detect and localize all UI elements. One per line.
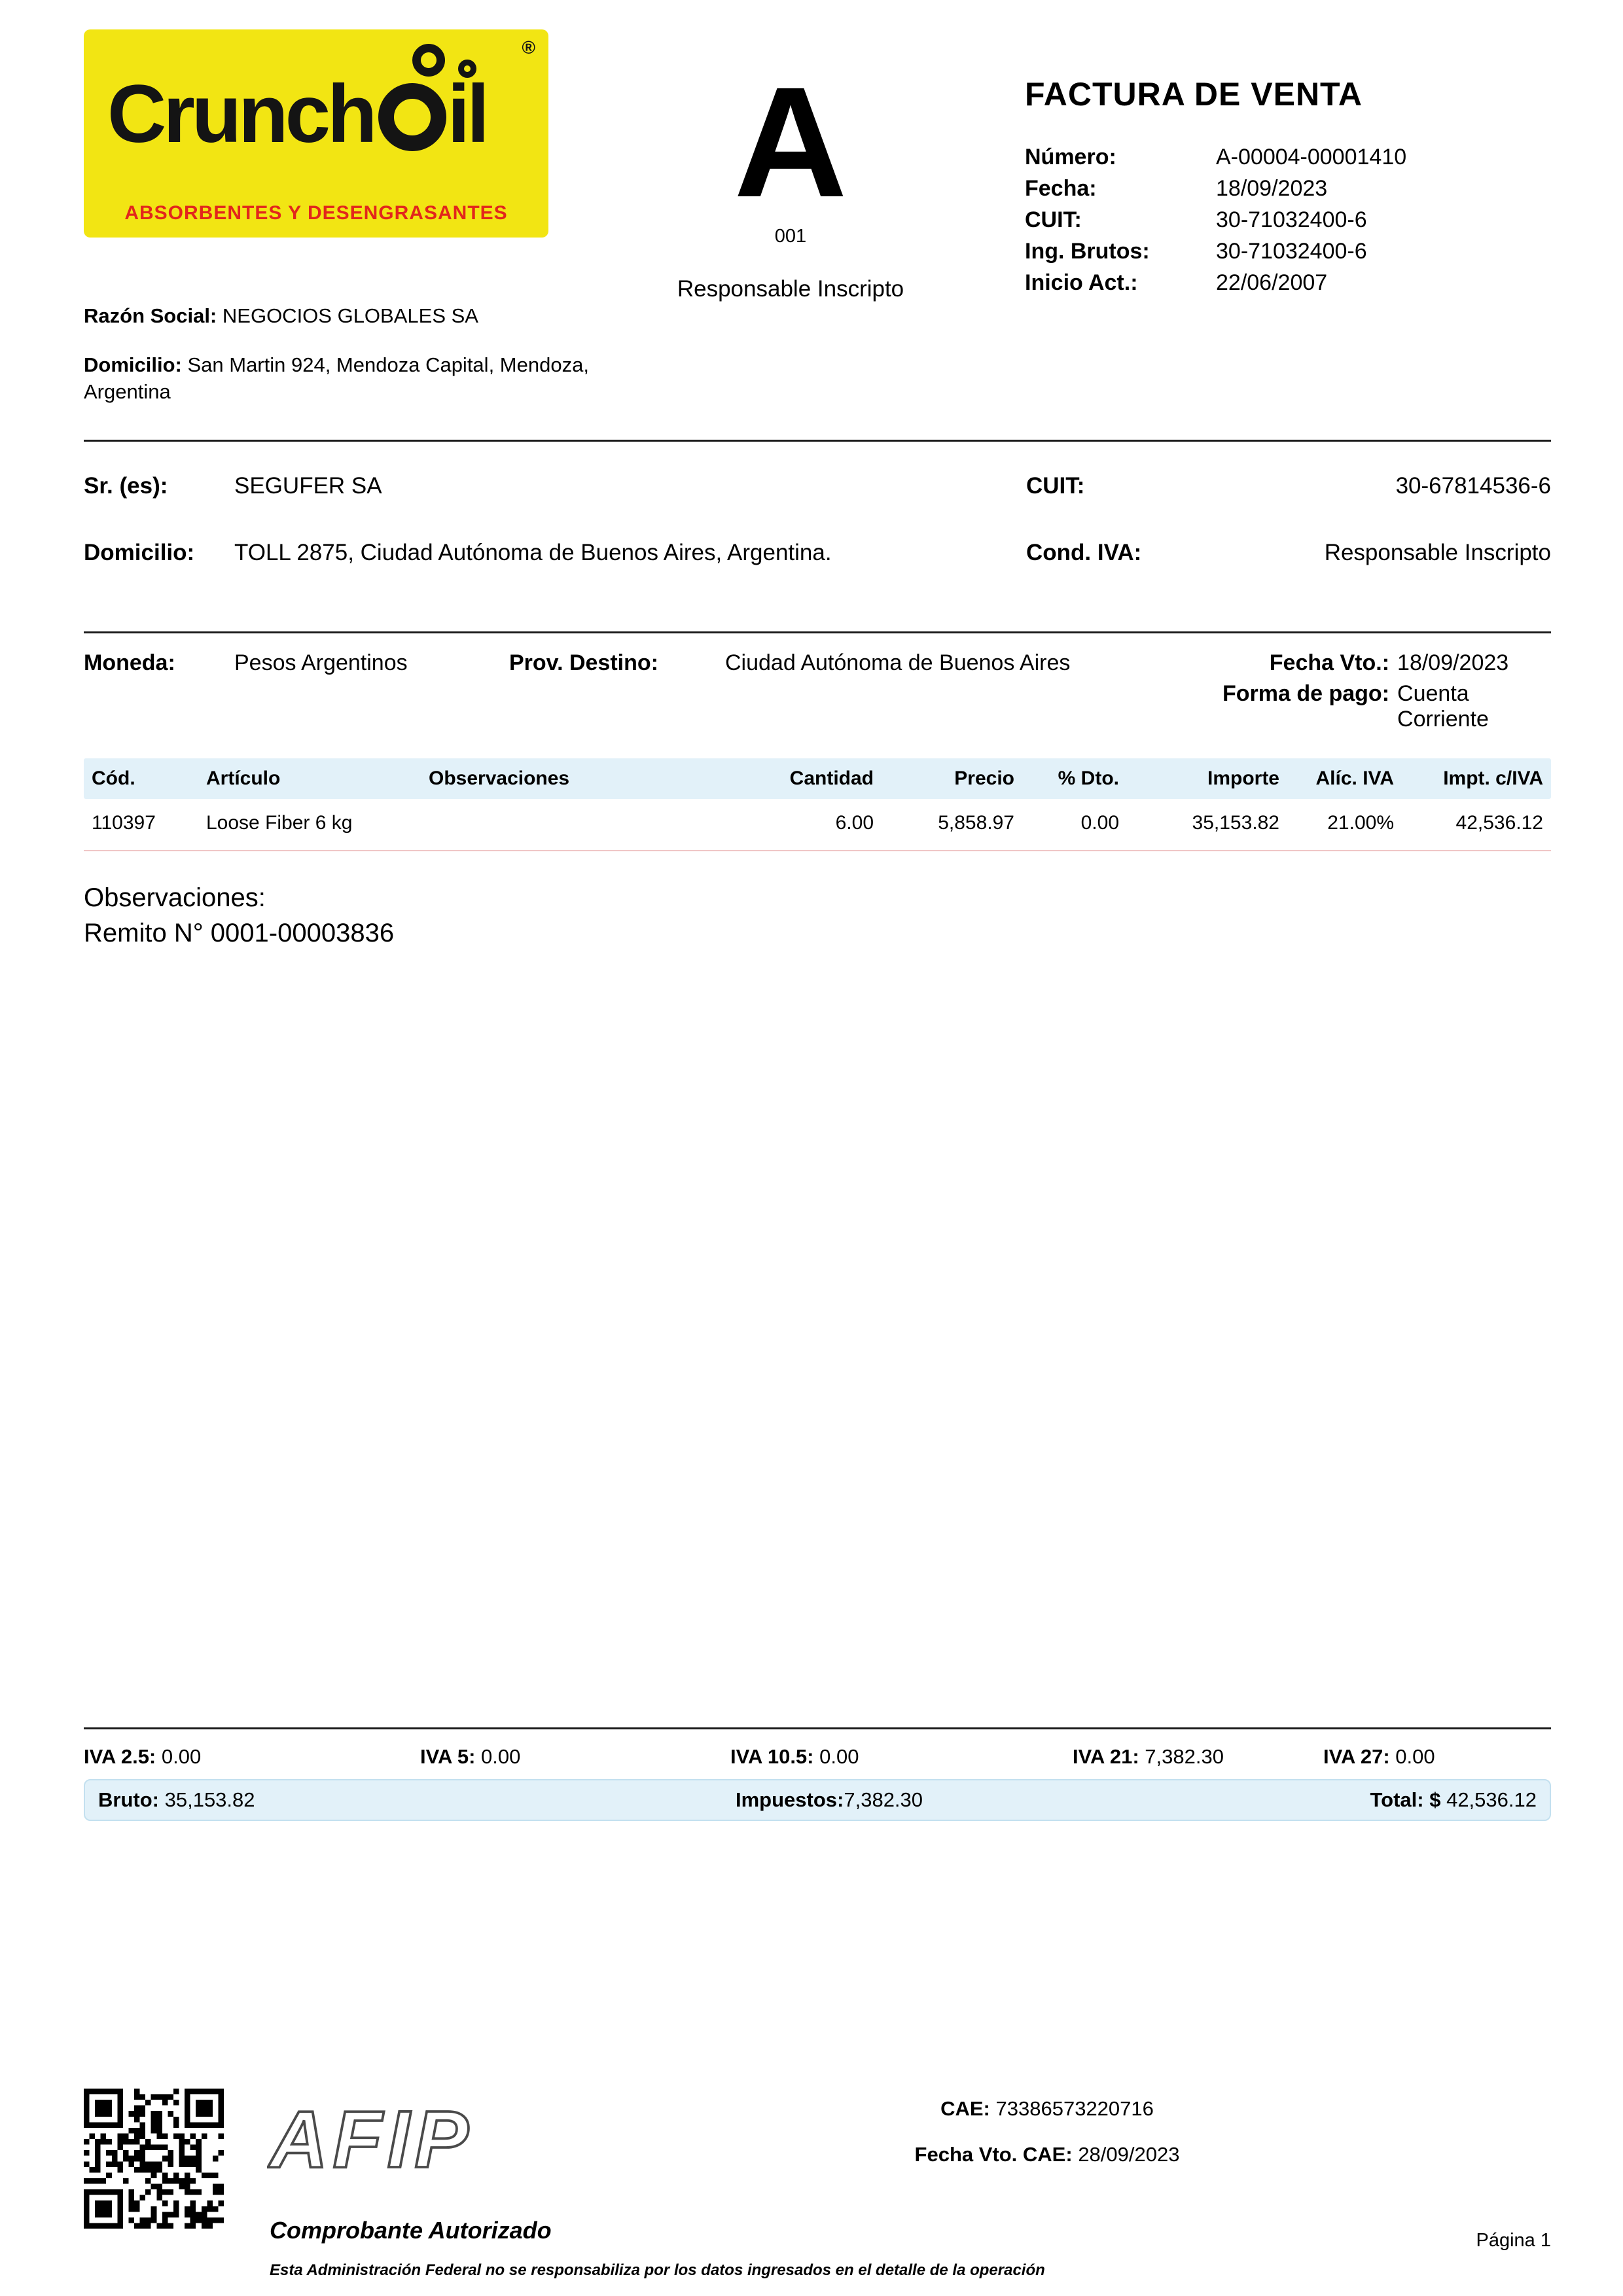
terms-right-block [1222, 650, 1551, 732]
razon-social-value: NEGOCIOS GLOBALES SA [222, 304, 478, 327]
divider [84, 1727, 1551, 1729]
customer-domicilio-label: Domicilio: [84, 539, 195, 565]
issuer-info [84, 303, 647, 406]
brand-text-il: il [447, 69, 486, 160]
issuer-domicilio [84, 352, 647, 406]
inicio-act-label: Inicio Act.: [1025, 270, 1138, 295]
terms-row [84, 650, 1551, 732]
numero-label: Número: [1025, 145, 1116, 169]
invoice-type-letter: A [734, 54, 847, 230]
issuer-domicilio-value: San Martin 924, Mendoza Capital, Mendoza, Argentina [84, 353, 589, 403]
bubble-icon [458, 60, 476, 78]
customer-row-2 [84, 540, 1551, 566]
cuit-value: 30-71032400-6 [1216, 207, 1367, 232]
items-table [84, 758, 1551, 851]
invoice-type-block [607, 29, 974, 406]
col-importe: Importe [1207, 767, 1279, 789]
divider [84, 440, 1551, 442]
fecha-vto-cae-line [818, 2143, 1276, 2166]
fecha-vto-value: 18/09/2023 [1397, 650, 1509, 675]
brand-text-crunch: Crunch [107, 69, 374, 160]
col-cod: Cód. [92, 767, 135, 789]
cae-line [818, 2097, 1276, 2121]
ing-brutos-label: Ing. Brutos: [1025, 239, 1150, 264]
numero-value: A-00004-00001410 [1216, 145, 1407, 169]
cae-label: CAE: [940, 2097, 990, 2120]
moneda-label: Moneda: [84, 650, 175, 675]
razon-social-label: Razón Social: [84, 304, 217, 327]
table-row [84, 799, 1551, 851]
qr-code [84, 2089, 224, 2229]
invoice-type-code: 001 [774, 226, 807, 247]
bruto: Bruto: 35,153.82 [98, 1788, 255, 1811]
impuestos: Impuestos:7,382.30 [736, 1788, 923, 1811]
afip-logo-text: AFIP [269, 2094, 474, 2185]
comprobante-autorizado-label: Comprobante Autorizado [270, 2217, 552, 2244]
cond-iva-label: Cond. IVA: [1026, 539, 1142, 565]
cell-importe: 35,153.82 [1192, 811, 1279, 834]
iva-2-5: IVA 2.5: 0.00 [84, 1745, 202, 1768]
totals-bar [84, 1779, 1551, 1821]
cae-block [818, 2097, 1276, 2166]
iva-summary-row [84, 1745, 1551, 1769]
cell-dto: 0.00 [1080, 811, 1119, 834]
header-right [974, 29, 1551, 406]
customer-row-1 [84, 473, 1551, 499]
customer-cuit-label: CUIT: [1026, 472, 1085, 499]
col-articulo: Artículo [206, 767, 281, 789]
fecha-vto-cae-label: Fecha Vto. CAE: [914, 2143, 1073, 2166]
inicio-act-value: 22/06/2007 [1216, 270, 1328, 295]
customer-cuit-value: 30-67814536-6 [1395, 472, 1551, 499]
fecha-vto-label: Fecha Vto.: [1269, 650, 1390, 675]
divider [84, 631, 1551, 633]
cond-iva-value: Responsable Inscripto [1324, 539, 1551, 565]
fecha-vto-cae-value: 28/09/2023 [1078, 2143, 1180, 2166]
col-dto: % Dto. [1058, 767, 1119, 789]
sr-label: Sr. (es): [84, 472, 168, 499]
document-title: FACTURA DE VENTA [1025, 76, 1363, 113]
fecha-value: 18/09/2023 [1216, 176, 1328, 201]
bubble-icon [412, 44, 445, 77]
header-fields [1025, 145, 1551, 296]
invoice-fiscal-condition: Responsable Inscripto [677, 276, 904, 302]
forma-pago-label: Forma de pago: [1222, 680, 1390, 706]
observaciones-block [84, 880, 1551, 951]
col-alic-iva: Alíc. IVA [1315, 767, 1394, 789]
iva-27: IVA 27: 0.00 [1323, 1745, 1435, 1768]
observaciones-title: Observaciones: [84, 883, 266, 912]
fecha-label: Fecha: [1025, 176, 1097, 201]
customer-name: SEGUFER SA [234, 472, 382, 499]
total: Total: $ 42,536.12 [1370, 1788, 1537, 1811]
col-observaciones: Observaciones [429, 767, 570, 789]
brand-wordmark [107, 67, 486, 161]
iva-21: IVA 21: 7,382.30 [1073, 1745, 1224, 1768]
cell-alic-iva: 21.00% [1327, 811, 1394, 834]
crunchoil-logo [84, 29, 548, 238]
forma-pago-value: Cuenta Corriente [1397, 680, 1489, 732]
iva-10-5: IVA 10.5: 0.00 [730, 1745, 859, 1768]
prov-destino-value: Ciudad Autónoma de Buenos Aires [725, 650, 1071, 675]
customer-domicilio-value: TOLL 2875, Ciudad Autónoma de Buenos Aires, Argentina. [234, 539, 832, 565]
col-precio: Precio [954, 767, 1014, 789]
issuer-domicilio-label: Domicilio: [84, 353, 182, 376]
col-impt-civa: Impt. c/IVA [1443, 767, 1543, 789]
prov-destino-label: Prov. Destino: [509, 650, 658, 675]
cell-cod: 110397 [92, 811, 156, 834]
cell-articulo: Loose Fiber 6 kg [206, 811, 353, 834]
page-number: Página 1 [1476, 2230, 1551, 2251]
afip-logo [267, 2094, 507, 2192]
moneda-value: Pesos Argentinos [234, 650, 408, 675]
totals-section [84, 1727, 1551, 1821]
items-table-header [84, 758, 1551, 799]
header-left [84, 29, 607, 406]
cell-impt-civa: 42,536.12 [1455, 811, 1543, 834]
oil-drop-ring-icon [378, 83, 446, 151]
header [0, 0, 1623, 406]
cell-cantidad: 6.00 [835, 811, 874, 834]
logo-tagline: ABSORBENTES Y DESENGRASANTES [124, 202, 508, 224]
cell-precio: 5,858.97 [938, 811, 1014, 834]
issuer-razon-social [84, 303, 647, 330]
cae-value: 73386573220716 [995, 2097, 1154, 2120]
registered-trademark-symbol: ® [522, 37, 535, 58]
observaciones-text: Remito N° 0001-00003836 [84, 918, 395, 947]
col-cantidad: Cantidad [789, 767, 874, 789]
ing-brutos-value: 30-71032400-6 [1216, 239, 1367, 264]
cuit-label: CUIT: [1025, 207, 1082, 232]
afip-disclaimer: Esta Administración Federal no se responsabiliza por los datos ingresados en el detalle de la operación [270, 2261, 1045, 2279]
iva-5: IVA 5: 0.00 [420, 1745, 521, 1768]
